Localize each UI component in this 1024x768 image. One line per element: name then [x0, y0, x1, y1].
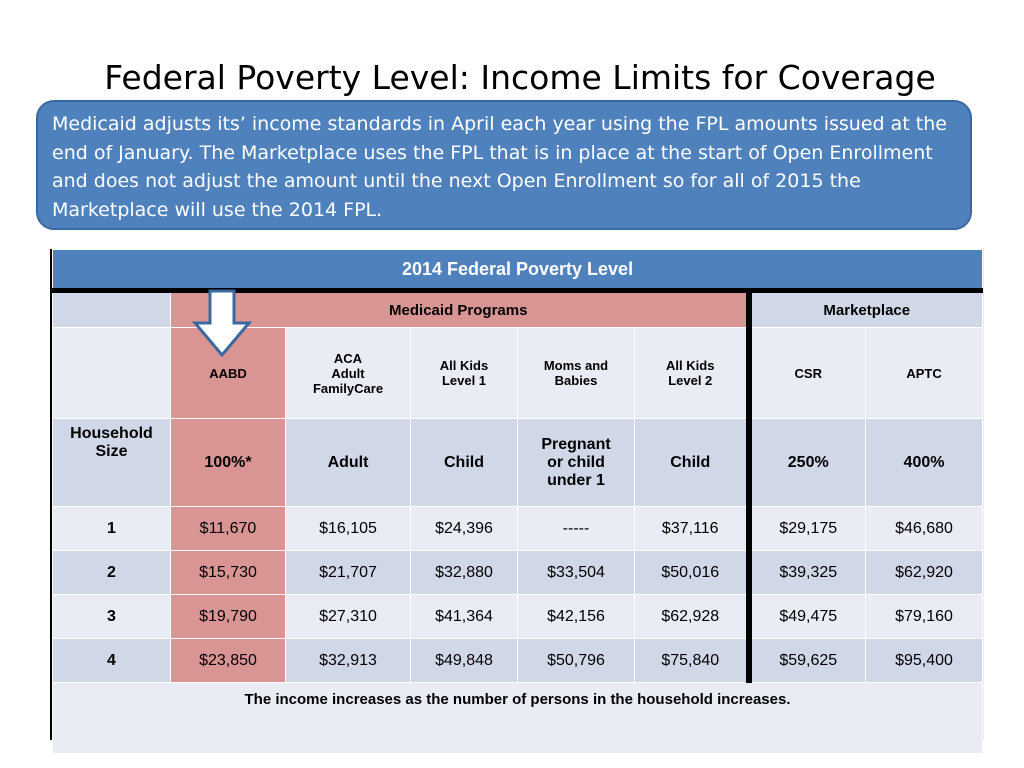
income-limit-cell: $24,396: [411, 507, 518, 551]
household-size-cell: 3: [53, 595, 171, 639]
household-size-cell: 2: [53, 551, 171, 595]
income-limit-cell: $39,325: [749, 551, 866, 595]
income-limit-cell: $75,840: [635, 639, 749, 683]
household-size-cell: 4: [53, 639, 171, 683]
program-threshold-cell: Child: [635, 419, 749, 507]
blank-cell: [53, 291, 171, 328]
program-name-cell: All Kids Level 2: [635, 328, 749, 419]
program-threshold-cell: 100%*: [171, 419, 286, 507]
fpl-table-container: [50, 249, 984, 740]
income-limit-cell: $62,928: [635, 595, 749, 639]
table-row: [53, 507, 983, 551]
income-limit-cell: $37,116: [635, 507, 749, 551]
program-name-cell: ACA Adult FamilyCare: [286, 328, 411, 419]
income-limit-cell: $11,670: [171, 507, 286, 551]
income-limit-cell: $32,913: [286, 639, 411, 683]
program-threshold-cell: Pregnant or child under 1: [518, 419, 635, 507]
table-footer-note: The income increases as the number of persons in the household increases.: [53, 683, 983, 754]
income-limit-cell: $50,016: [635, 551, 749, 595]
income-limit-cell: $16,105: [286, 507, 411, 551]
income-limit-cell: $62,920: [866, 551, 983, 595]
income-limit-cell: $21,707: [286, 551, 411, 595]
program-threshold-cell: Adult: [286, 419, 411, 507]
program-name-cell: AABD: [171, 328, 286, 419]
program-threshold-cell: 250%: [749, 419, 866, 507]
program-threshold-cell: Child: [411, 419, 518, 507]
income-limit-cell: $95,400: [866, 639, 983, 683]
program-name-cell: All Kids Level 1: [411, 328, 518, 419]
income-limit-cell: $49,848: [411, 639, 518, 683]
blank-cell: [53, 328, 171, 419]
household-size-cell: 1: [53, 507, 171, 551]
marketplace-header: Marketplace: [749, 291, 983, 328]
program-name-cell: Moms and Babies: [518, 328, 635, 419]
income-limit-cell: $33,504: [518, 551, 635, 595]
household-size-label: Household Size: [53, 419, 171, 507]
table-row: [53, 595, 983, 639]
income-limit-cell: $27,310: [286, 595, 411, 639]
income-limit-cell: $19,790: [171, 595, 286, 639]
table-header: 2014 Federal Poverty Level: [53, 250, 983, 291]
income-limit-cell: $42,156: [518, 595, 635, 639]
income-limit-cell: $41,364: [411, 595, 518, 639]
income-limit-cell: $49,475: [749, 595, 866, 639]
income-limit-cell: -----: [518, 507, 635, 551]
down-arrow-icon: [192, 289, 252, 357]
income-limit-cell: $23,850: [171, 639, 286, 683]
income-limit-cell: $50,796: [518, 639, 635, 683]
income-limit-cell: $32,880: [411, 551, 518, 595]
note-callout: Medicaid adjusts its’ income standards in April each year using the FPL amounts issued at the end of January. The Marketplace uses the FPL that is in place at the start of Open Enrollment and does not adjust the amount until the next Open Enrollment so for all of 2015 the Marketplace will use the 2014 FPL.: [36, 100, 972, 230]
income-limit-cell: $29,175: [749, 507, 866, 551]
income-limit-cell: $46,680: [866, 507, 983, 551]
slide-title: Federal Poverty Level: Income Limits for Coverage: [104, 58, 936, 97]
program-name-cell: APTC: [866, 328, 983, 419]
program-threshold-cell: 400%: [866, 419, 983, 507]
medicaid-programs-header: Medicaid Programs: [171, 291, 749, 328]
income-limit-cell: $15,730: [171, 551, 286, 595]
table-row: [53, 551, 983, 595]
income-limit-cell: $59,625: [749, 639, 866, 683]
table-row: [53, 639, 983, 683]
program-name-cell: CSR: [749, 328, 866, 419]
income-limit-cell: $79,160: [866, 595, 983, 639]
